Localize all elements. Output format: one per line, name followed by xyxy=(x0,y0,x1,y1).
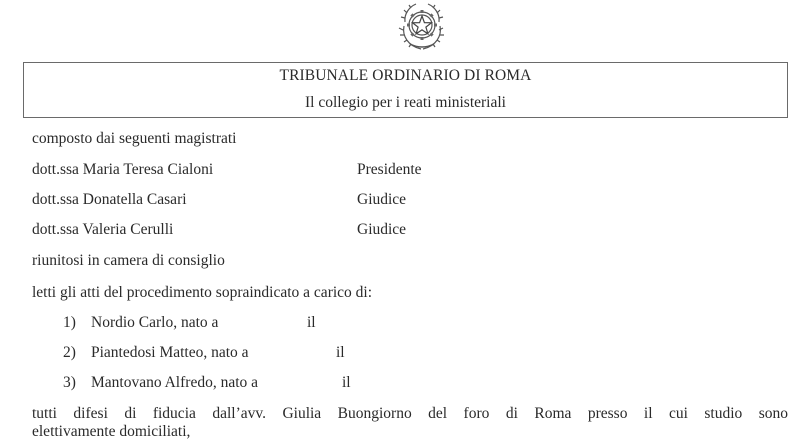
defendant-il-1: il xyxy=(307,314,316,331)
magistrate-role-3: Giudice xyxy=(357,221,407,238)
defendant-text-3: Mantovano Alfredo, nato a xyxy=(91,374,259,391)
magistrate-role-1: Presidente xyxy=(357,161,422,178)
acts-text: letti gli atti del procedimento sopraindicato a carico di: xyxy=(32,284,373,301)
intro-text: composto dai seguenti magistrati xyxy=(32,130,237,147)
defendant-number-2: 2) xyxy=(63,344,76,361)
court-name: TRIBUNALE ORDINARIO DI ROMA xyxy=(279,67,532,84)
defendant-number-1: 1) xyxy=(63,314,76,331)
chamber-text: riunitosi in camera di consiglio xyxy=(32,252,225,269)
defendant-text-2: Piantedosi Matteo, nato a xyxy=(91,344,249,361)
defendant-il-3: il xyxy=(342,374,351,391)
panel-name: Il collegio per i reati ministeriali xyxy=(304,94,506,111)
court-header-box xyxy=(23,62,788,118)
magistrate-role-2: Giudice xyxy=(357,191,407,208)
italian-republic-emblem-icon xyxy=(394,0,450,52)
magistrate-name-3: dott.ssa Valeria Cerulli xyxy=(32,221,174,238)
defendant-il-2: il xyxy=(336,344,345,361)
defense-text-line-1: tutti difesi di fiducia dall’avv. Giulia Buongiorno del foro di Roma presso il cui studio sono xyxy=(32,405,788,422)
defendant-text-1: Nordio Carlo, nato a xyxy=(91,314,219,331)
defense-text-line-2: elettivamente domiciliati, xyxy=(32,423,191,440)
magistrate-name-2: dott.ssa Donatella Casari xyxy=(32,191,187,208)
magistrate-name-1: dott.ssa Maria Teresa Cialoni xyxy=(32,161,214,178)
defendant-number-3: 3) xyxy=(63,374,76,391)
